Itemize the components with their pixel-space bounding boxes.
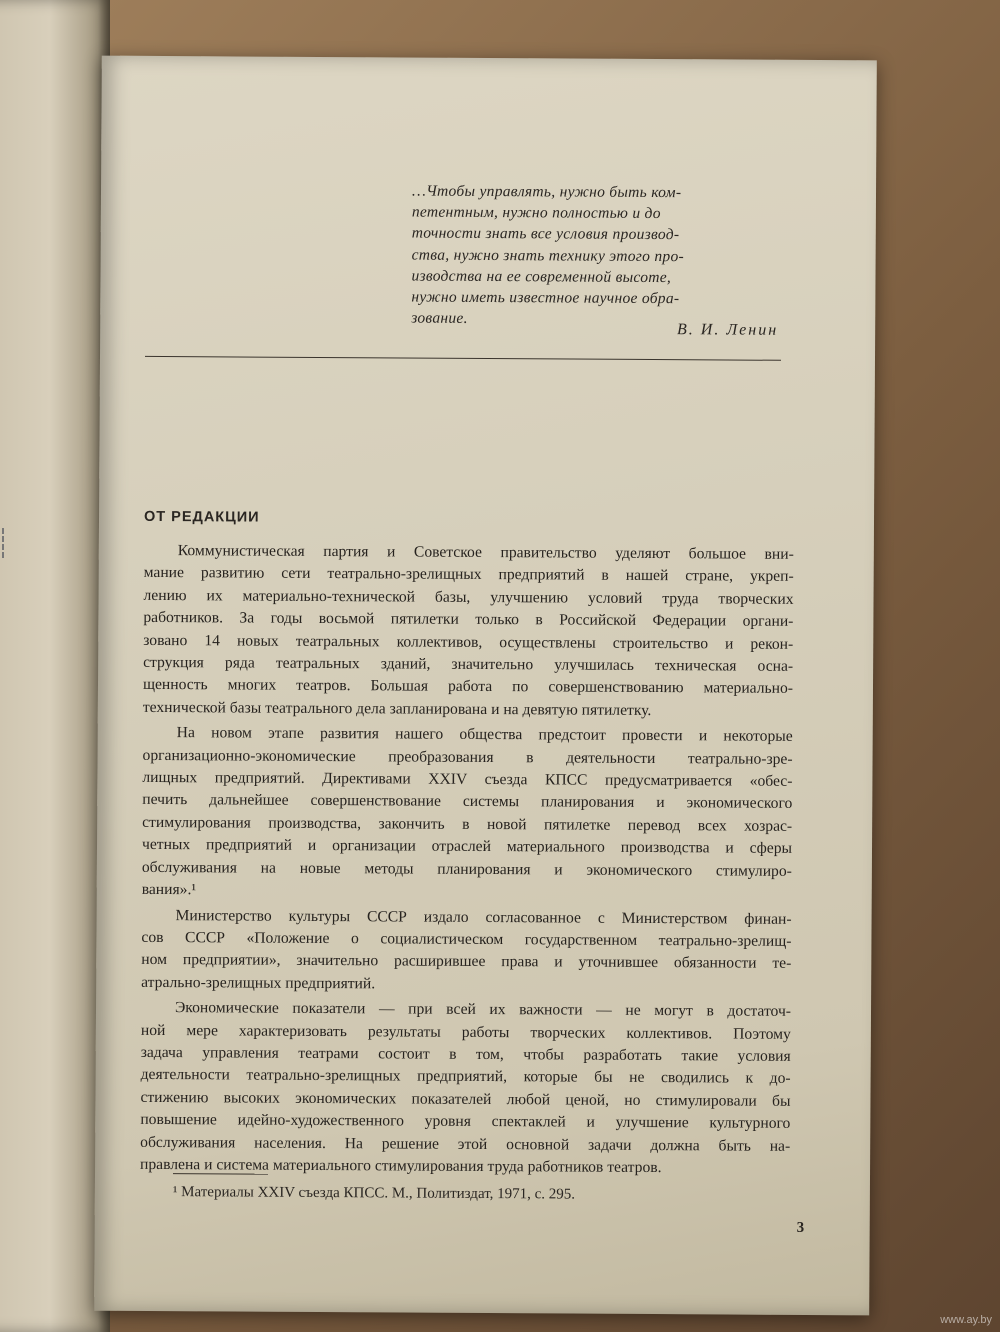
epigraph-line: зование.: [411, 309, 468, 328]
body-line: стижению высоких экономических показателей любой ценой, но стимулировали бы: [140, 1088, 791, 1110]
epigraph-line: ства, нужно знать технику этого про-: [411, 246, 685, 265]
body-line: лищных предприятий. Директивами XXIV съезда КПСС предусматривается «обес-: [142, 768, 793, 790]
body-line: печить дальнейшее совершенствование системы планирования и экономического: [142, 791, 793, 813]
epigraph-line: петентным, нужно полностью и до: [411, 203, 661, 223]
book-page: [94, 56, 877, 1316]
epigraph-line: точности знать все условия производ-: [411, 224, 680, 244]
body-text: [140, 540, 794, 1183]
body-line: На новом этапе развития нашего общества предстоит провести и некоторые: [176, 724, 793, 746]
body-line: вания».¹: [141, 880, 197, 899]
epigraph-line: изводства на ее современной высоте,: [411, 267, 672, 286]
body-line: задача управления театрами состоит в том, чтобы разработать такие условия: [140, 1043, 791, 1065]
body-line: лению их материально-технической базы, улучшению условий труда творческих: [143, 586, 794, 608]
body-line: обслуживания населения. На решение этой основной задачи должна быть на-: [140, 1133, 791, 1155]
body-line: технической базы театрального дела запланирована и на девятую пятилетку.: [142, 698, 652, 719]
body-line: зовано 14 новых театральных коллективов, осуществлены строительство и рекон-: [143, 631, 794, 653]
body-line: сов СССР «Положение о социалистическом государственном театрально-зрелищ-: [141, 928, 792, 950]
body-line: правлена и система материального стимулирования труда работников театров.: [140, 1155, 662, 1177]
divider-line: [145, 356, 781, 361]
body-line: атрально-зрелищных предприятий.: [141, 973, 376, 993]
epigraph: [411, 181, 787, 332]
watermark: www.ay.by: [940, 1314, 992, 1326]
body-line: ной мере характеризовать результаты работы творческих коллективов. Поэтому: [140, 1021, 791, 1043]
body-line: четных предприятий и организации отраслей материального производства и сферы: [141, 836, 793, 858]
section-heading: ОТ РЕДАКЦИИ: [143, 508, 260, 526]
epigraph-line: нужно иметь известное научное обра-: [411, 288, 680, 308]
body-line: Министерство культуры СССР издало согласованное с Министерством финан-: [175, 906, 792, 928]
body-line: щенность многих театров. Большая работа по совершенствованию материально-: [142, 676, 794, 698]
body-line: Экономические показатели — при всей их важности — не могут в достаточ-: [174, 999, 792, 1020]
body-line: мание развитию сети театрально-зрелищных предприятий в нашей стране, укреп-: [143, 564, 794, 586]
epigraph-author: В. И. Ленин: [676, 321, 779, 339]
body-line: обслуживания на новые методы планирования и экономического стимулиро-: [141, 858, 792, 880]
body-line: работников. За годы восьмой пятилетки только в Российской Федерации органи-: [143, 609, 794, 631]
body-line: повышение идейно-художественного уровня спектаклей и улучшение культурного: [140, 1111, 791, 1133]
epigraph-line: …Чтобы управлять, нужно быть ком-: [411, 182, 682, 202]
left-page-edge: [0, 0, 110, 1332]
page-edge-marks: [2, 528, 14, 558]
body-line: стимулирования производства, закончить в новой пятилетке перевод всех хозрас-: [142, 813, 793, 835]
body-line: струкция ряда театральных зданий, значительно улучшилась техническая осна-: [143, 653, 794, 675]
body-line: деятельности театрально-зрелищных предприятий, которые бы не сводились к до-: [140, 1066, 791, 1088]
page-number: 3: [796, 1219, 805, 1236]
footnote: ¹ Материалы XXIV съезда КПСС. М., Политиздат, 1971, с. 295.: [172, 1184, 576, 1203]
body-line: организационно-экономические преобразования в деятельности театрально-зре-: [142, 746, 793, 768]
body-line: ном предприятии», значительно расширившее права и уточнившее обязанности те-: [141, 951, 792, 973]
body-line: Коммунистическая партия и Советское правительство уделяют большое вни-: [177, 542, 794, 563]
